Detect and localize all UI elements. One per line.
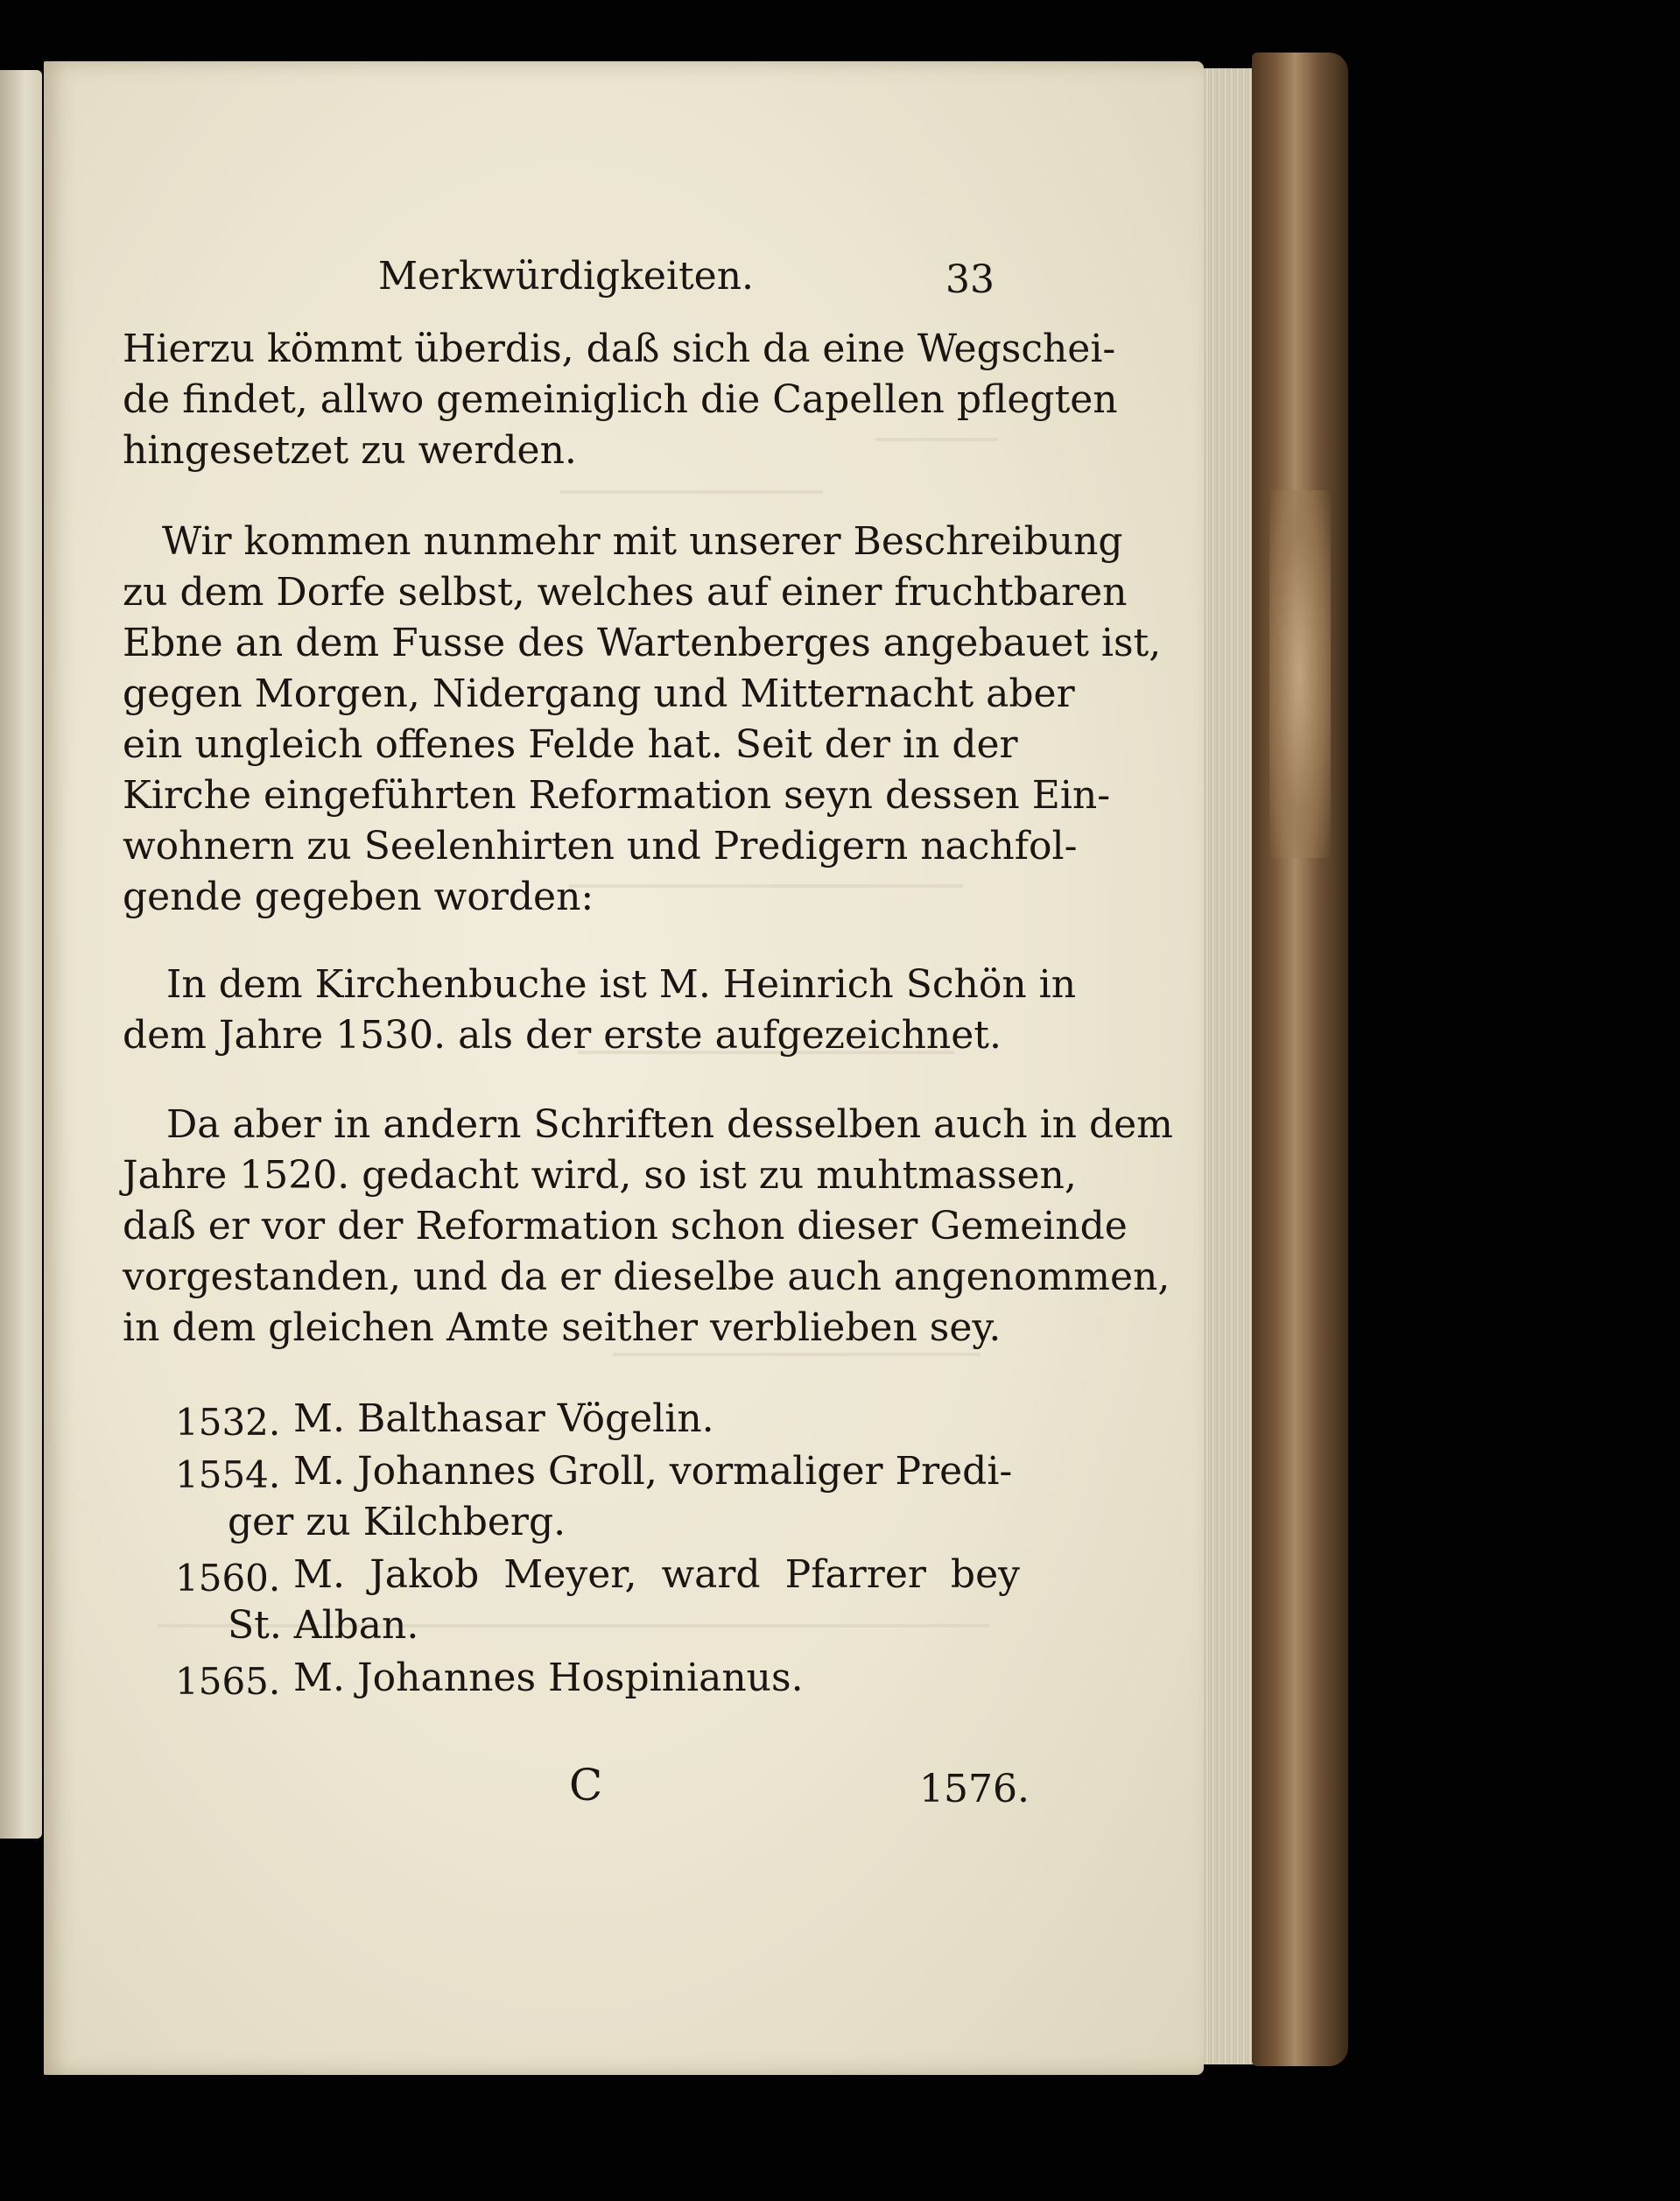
entry-text: M. Johannes Hospinianus.: [293, 1656, 804, 1700]
text-line: Hierzu kömmt überdis, daß sich da eine Wegschei-: [123, 327, 1116, 371]
text-line: daß er vor der Reformation schon dieser Gemeinde: [123, 1204, 1128, 1248]
text-line: Ebne an dem Fusse des Wartenberges angebauet ist,: [123, 621, 1162, 665]
text-line: In dem Kirchenbuche ist M. Heinrich Schön in: [166, 962, 1077, 1007]
text-line: dem Jahre 1530. als der erste aufgezeichnet.: [123, 1013, 1002, 1058]
binding-wear: [1269, 490, 1331, 858]
text-line: in dem gleichen Amte seither verblieben sey.: [123, 1305, 1002, 1350]
facing-page-edge: [0, 70, 42, 1839]
entry-year: 1560.: [175, 1557, 281, 1600]
text-line: Wir kommen nunmehr mit unserer Beschreibung: [162, 519, 1123, 564]
text-line: gegen Morgen, Nidergang und Mitternacht aber: [123, 672, 1075, 716]
entry-text: M. Balthasar Vögelin.: [293, 1396, 714, 1441]
catchword: 1576.: [919, 1767, 1030, 1811]
text-line: hingesetzet zu werden.: [123, 428, 577, 473]
text-line: Kirche eingeführten Reformation seyn dessen Ein-: [123, 773, 1111, 818]
text-line: Da aber in andern Schriften desselben auch in dem: [166, 1102, 1173, 1147]
text-line: ein ungleich offenes Felde hat. Seit der in der: [123, 722, 1018, 767]
running-head: Merkwürdigkeiten.: [378, 254, 755, 299]
page-number: 33: [945, 257, 995, 302]
entry-year: 1565.: [175, 1660, 281, 1703]
text-line: Jahre 1520. gedacht wird, so ist zu muhtmassen,: [123, 1153, 1077, 1198]
text-line: de findet, allwo gemeiniglich die Capellen pflegten: [123, 377, 1118, 422]
entry-continuation: St. Alban.: [228, 1603, 419, 1648]
text-line: vorgestanden, und da er dieselbe auch angenommen,: [123, 1255, 1170, 1299]
entry-text: M. Jakob Meyer, ward Pfarrer bey: [293, 1552, 1020, 1597]
entry-year: 1532.: [175, 1401, 281, 1444]
entry-year: 1554.: [175, 1453, 281, 1496]
text-line: gende gegeben worden:: [123, 875, 594, 919]
text-line: zu dem Dorfe selbst, welches auf einer fruchtbaren: [123, 570, 1128, 615]
text-line: wohnern zu Seelenhirten und Predigern nachfol-: [123, 824, 1078, 868]
signature-mark: C: [569, 1760, 603, 1811]
entry-continuation: ger zu Kilchberg.: [228, 1500, 566, 1544]
entry-text: M. Johannes Groll, vormaliger Predi-: [293, 1449, 1013, 1494]
book-binding: [1252, 53, 1348, 2066]
